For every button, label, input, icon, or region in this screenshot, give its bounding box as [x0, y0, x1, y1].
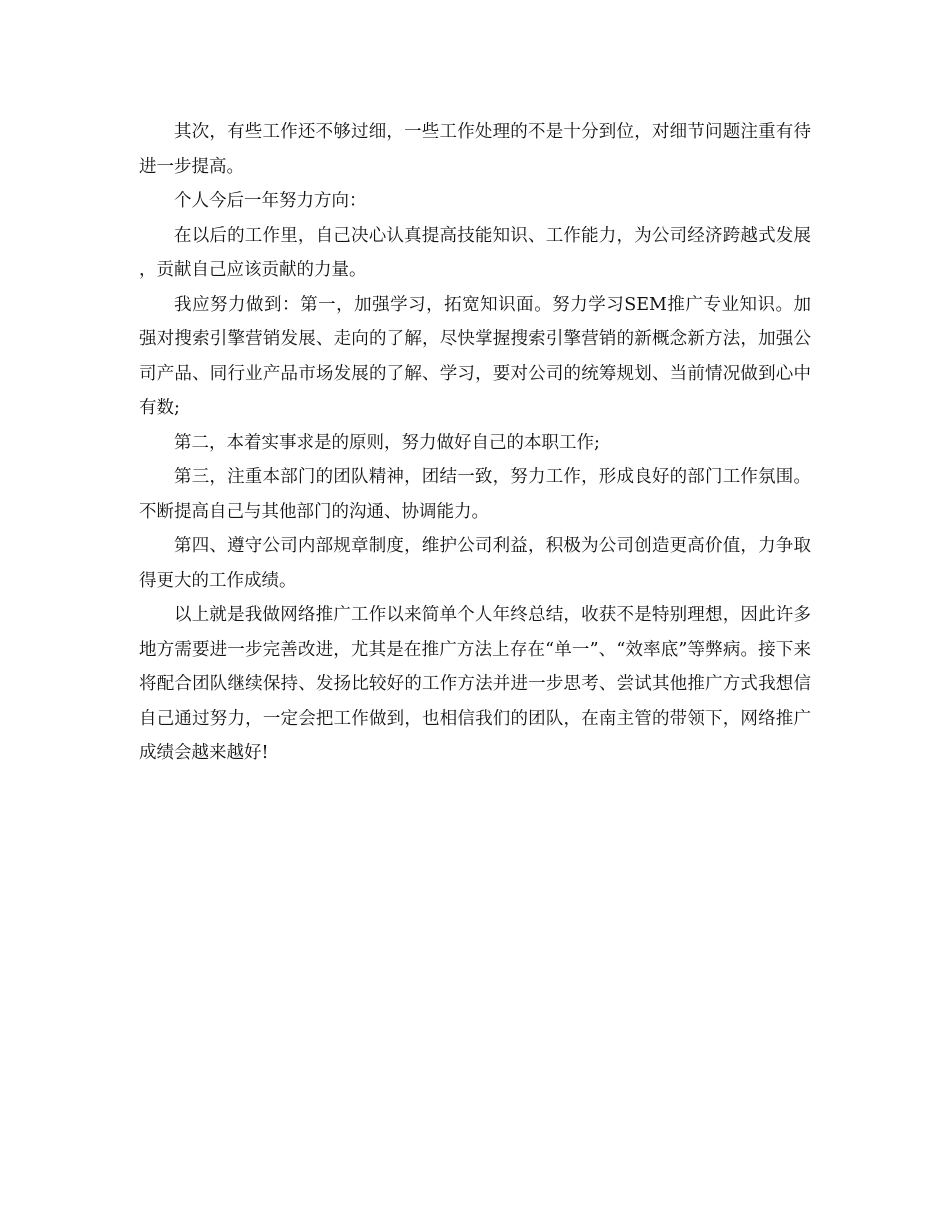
paragraph-direction-heading: 个人今后一年努力方向：	[174, 191, 367, 211]
paragraph-goal-three: 第三，注重本部门的团队精神，团结一致，努力工作，形成良好的部门工作氛围。不断提高自己与其他部门的沟通、协调能力。	[139, 467, 811, 522]
paragraph-goal-two: 第二，本着实事求是的原则，努力做好自己的本职工作;	[174, 432, 600, 453]
paragraph-conclusion: 以上就是我做网络推广工作以来简单个人年终总结，收获不是特别理想，因此许多地方需要进一步完善改进，尤其是在推广方法上存在“单一”、“效率底”等弊病。接下来将配合团队继续保持、发扬比较好的工作方法并进一步思考、尝试其他推广方式我想信自己通过努力，一定会把工作做到，也相信我们的团队，在南主管的带领下，网络推广成绩会越来越好!	[139, 605, 811, 763]
paragraph-goal-one: 我应努力做到：第一，加强学习，拓宽知识面。努力学习SEM推广专业知识。加强对搜索引擎营销发展、走向的了解，尽快掌握搜索引擎营销的新概念新方法，加强公司产品、同行业产品市场发展的了解、学习，要对公司的统筹规划、当前情况做到心中有数;	[139, 294, 811, 418]
paragraph-goal-four: 第四、遵守公司内部规章制度，维护公司利益，积极为公司创造更高价值，力争取得更大的工作成绩。	[139, 536, 811, 591]
paragraph-weaknesses: 其次，有些工作还不够过细，一些工作处理的不是十分到位，对细节问题注重有待进一步提高。	[139, 122, 811, 177]
paragraph-resolution: 在以后的工作里，自己决心认真提高技能知识、工作能力，为公司经济跨越式发展，贡献自己应该贡献的力量。	[139, 225, 811, 280]
document-body	[139, 115, 811, 771]
